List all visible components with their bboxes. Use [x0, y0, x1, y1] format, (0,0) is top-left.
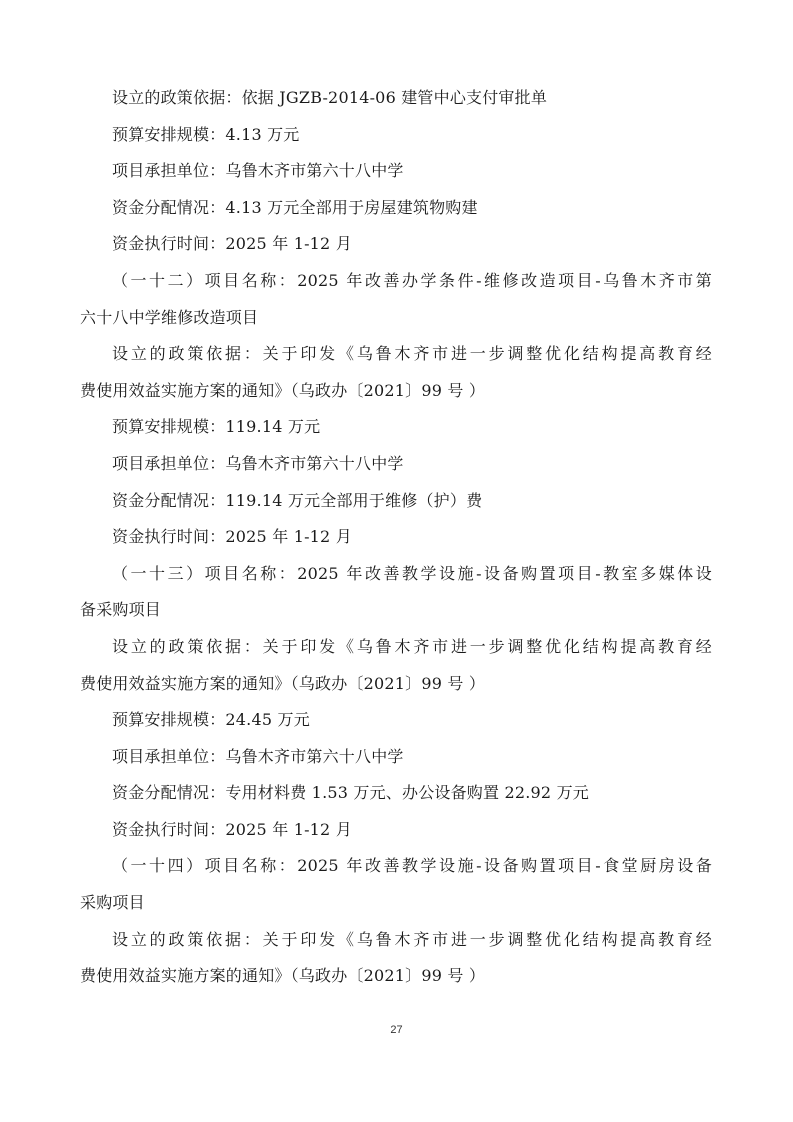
text-line: 项目承担单位：乌鲁木齐市第六十八中学 — [112, 161, 404, 181]
page-number: 27 — [390, 1024, 403, 1036]
text-line: 设立的政策依据：依据 JGZB-2014-06 建管中心支付审批单 — [112, 88, 548, 107]
text-line: 资金执行时间：2025 年 1-12 月 — [112, 819, 352, 839]
text-line: 采购项目 — [80, 893, 145, 913]
text-line: （一十三）项目名称：2025 年改善教学设施-设备购置项目-教室多媒体设 — [112, 563, 712, 583]
text-line: 六十八中学维修改造项目 — [80, 307, 259, 327]
text-line: 项目承担单位：乌鲁木齐市第六十八中学 — [112, 453, 404, 473]
text-line: 资金分配情况：119.14 万元全部用于维修（护）费 — [112, 490, 483, 510]
text-line: 设立的政策依据：关于印发《乌鲁木齐市进一步调整优化结构提高教育经 — [112, 636, 712, 656]
text-line: 设立的政策依据：关于印发《乌鲁木齐市进一步调整优化结构提高教育经 — [112, 344, 712, 364]
text-line: 设立的政策依据：关于印发《乌鲁木齐市进一步调整优化结构提高教育经 — [112, 929, 712, 949]
text-line: 费使用效益实施方案的通知》（乌政办〔2021〕99 号 ） — [80, 380, 486, 400]
document-body — [80, 80, 712, 995]
text-line: 备采购项目 — [80, 600, 162, 620]
text-line: 费使用效益实施方案的通知》（乌政办〔2021〕99 号 ） — [80, 966, 486, 986]
text-line: 预算安排规模：119.14 万元 — [112, 417, 321, 437]
text-line: 预算安排规模：24.45 万元 — [112, 710, 310, 730]
text-line: 项目承担单位：乌鲁木齐市第六十八中学 — [112, 746, 404, 766]
text-line: （一十二）项目名称：2025 年改善办学条件-维修改造项目-乌鲁木齐市第 — [112, 270, 712, 290]
text-line: 预算安排规模：4.13 万元 — [112, 124, 300, 144]
text-line: 资金执行时间：2025 年 1-12 月 — [112, 234, 352, 254]
text-line: （一十四）项目名称：2025 年改善教学设施-设备购置项目-食堂厨房设备 — [112, 856, 712, 876]
text-line: 资金分配情况：4.13 万元全部用于房屋建筑物购建 — [112, 197, 478, 217]
text-line: 资金执行时间：2025 年 1-12 月 — [112, 527, 352, 547]
text-line: 费使用效益实施方案的通知》（乌政办〔2021〕99 号 ） — [80, 673, 486, 693]
text-line: 资金分配情况：专用材料费 1.53 万元、办公设备购置 22.92 万元 — [112, 783, 589, 803]
